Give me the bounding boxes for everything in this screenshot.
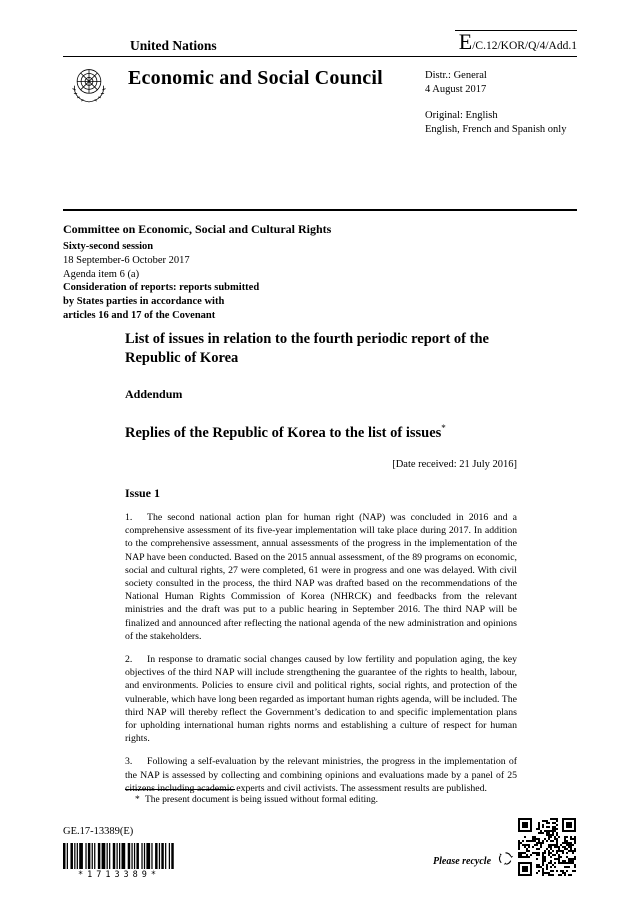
- session-name: Sixty-second session: [63, 240, 154, 252]
- addendum-label: Addendum: [125, 387, 183, 402]
- council-title: Economic and Social Council: [128, 67, 383, 89]
- paragraph: [125, 653, 517, 745]
- barcode-icon: [63, 843, 175, 869]
- footnote-text: The present document is being issued without formal editing.: [145, 795, 378, 805]
- recycle-icon: [497, 850, 514, 872]
- replies-title: [125, 423, 517, 442]
- document-symbol-big-letter: E: [458, 29, 473, 54]
- distr-date: 4 August 2017: [425, 83, 487, 95]
- paragraph-number: 1.: [125, 511, 133, 523]
- replies-title-text: Replies of the Republic of Korea to the list of issues: [125, 424, 442, 441]
- barcode: [63, 843, 175, 880]
- united-nations-label: United Nations: [130, 38, 217, 53]
- paragraph-text: Following a self-evaluation by the relevant ministries, the progress in the implementation of the NAP is assessed by collecting and combining opinions and evaluations made by a panel of 25 citizens including academic experts and civil activists. The assessment results are published.: [125, 756, 517, 794]
- paragraph-text: The second national action plan for human right (NAP) was concluded in 2016 and a comprehensive assessment of its five-year implementation will take place during 2017. In addition to the comprehensive assessment, annual assessments of the progress in the implementation of the NAP have been conducted. Based on the 2015 annual assessment, of the 89 programs on economic, social and cultural rights, 27 were completed, 61 were in progress and one was delayed. With civil society consulted in the process, the third NAP was drafted based on the recommendations of the National Human Rights Commission of Korea (NHRCK) and feedbacks from the relevant ministries and the draft was put to a public hearing in September 2016. The third NAP will be finalized and announced after reflecting the national agenda of the new administration and opinions of the stakeholders.: [125, 511, 517, 642]
- agenda-description-line: articles 16 and 17 of the Covenant: [63, 310, 216, 322]
- report-title: List of issues in relation to the fourth periodic report of the Republic of Korea: [125, 331, 489, 366]
- session-dates: 18 September-6 October 2017: [63, 254, 190, 266]
- please-recycle: [433, 850, 514, 872]
- agenda-description-line: by States parties in accordance with: [63, 296, 225, 308]
- languages-line: English, French and Spanish only: [425, 123, 567, 135]
- barcode-text: *1713389*: [77, 870, 161, 880]
- document-symbol: [459, 31, 577, 53]
- header-rule: [63, 56, 577, 57]
- agenda-item: Agenda item 6 (a): [63, 268, 140, 280]
- section-rule: [63, 209, 577, 211]
- document-symbol-number: /C.12/KOR/Q/4/Add.1: [472, 40, 577, 52]
- qr-code-icon: [518, 818, 576, 876]
- paragraph-text: In response to dramatic social changes caused by low fertility and population aging, the key objectives of the third NAP will include strengthening the guarantee of the rights to health, labour, and environments. Policies to ensure civil and political rights, social rights, and protection of the vulnerable, which have long been regarded as important human rights agenda, will be included. The third NAP will thereby reflect the Government’s dedication to and specific implementation plans for upholding international human rights norms and establishing a culture of respect for human rights.: [125, 653, 517, 745]
- date-received: [Date received: 21 July 2016]: [392, 458, 517, 470]
- recycle-label: Please recycle: [433, 855, 492, 867]
- paragraph: [125, 511, 517, 643]
- paragraph-number: 3.: [125, 756, 133, 768]
- session-block: [63, 222, 331, 323]
- document-body: [125, 330, 517, 795]
- committee-heading: Committee on Economic, Social and Cultural Rights: [63, 222, 332, 236]
- agenda-description-line: Consideration of reports: reports submitted: [63, 282, 260, 294]
- issue-heading: Issue 1: [125, 485, 161, 500]
- footnote-area: [125, 789, 517, 805]
- footnote: [125, 795, 517, 805]
- footnote-rule: [125, 789, 235, 790]
- distr-line: Distr.: General: [425, 70, 487, 81]
- original-language-line: Original: English: [425, 109, 498, 121]
- ge-number: GE.17-13389(E): [63, 826, 134, 837]
- footnote-reference-marker: *: [441, 423, 446, 434]
- distribution-block: [425, 69, 566, 136]
- un-emblem-icon: [66, 62, 112, 113]
- footnote-marker: *: [135, 795, 140, 805]
- paragraph-number: 2.: [125, 653, 133, 665]
